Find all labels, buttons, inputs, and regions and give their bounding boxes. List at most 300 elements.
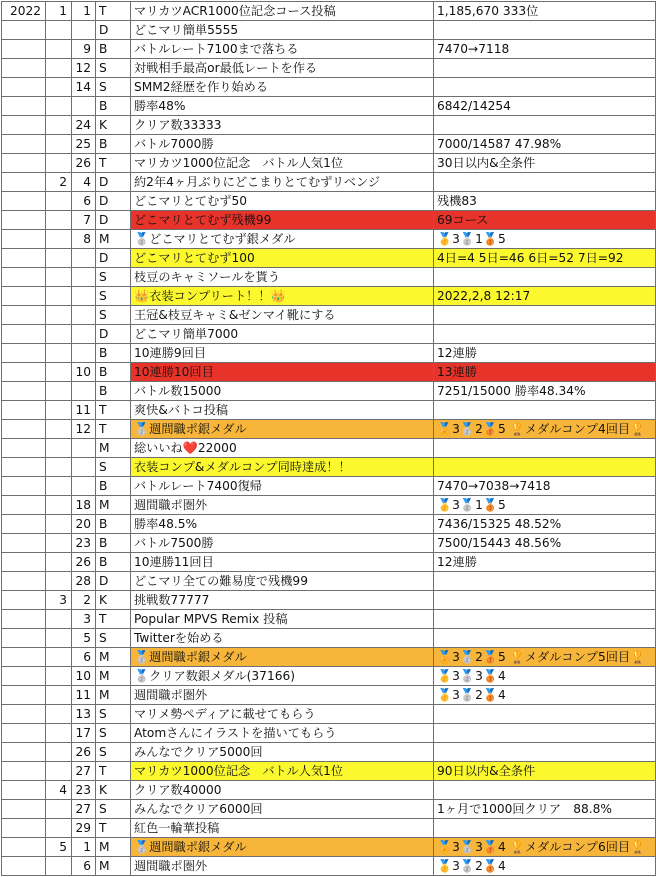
month-cell[interactable]	[46, 629, 72, 648]
type-cell[interactable]: M	[96, 686, 131, 705]
month-cell[interactable]	[46, 553, 72, 572]
month-cell[interactable]	[46, 78, 72, 97]
table-row	[2, 724, 656, 743]
note-cell[interactable]: 69コース	[434, 211, 656, 230]
year-cell[interactable]	[2, 135, 46, 154]
year-cell[interactable]	[2, 648, 46, 667]
day-cell[interactable]: 14	[72, 78, 96, 97]
year-cell[interactable]	[2, 667, 46, 686]
day-cell[interactable]: 23	[72, 781, 96, 800]
year-cell[interactable]	[2, 401, 46, 420]
event-cell[interactable]: クリア数33333	[131, 116, 434, 135]
note-cell[interactable]: 2022,2,8 12:17	[434, 287, 656, 306]
table-row	[2, 686, 656, 705]
event-cell[interactable]: バトル7000勝	[131, 135, 434, 154]
month-cell[interactable]	[46, 97, 72, 116]
year-cell[interactable]	[2, 610, 46, 629]
table-row	[2, 553, 656, 572]
note-cell[interactable]: 🥇3🥈3🥉4	[434, 667, 656, 686]
month-cell[interactable]	[46, 382, 72, 401]
day-cell[interactable]: 13	[72, 705, 96, 724]
day-cell[interactable]: 9	[72, 40, 96, 59]
table-row	[2, 534, 656, 553]
type-cell[interactable]: B	[96, 534, 131, 553]
year-cell[interactable]	[2, 496, 46, 515]
year-cell[interactable]	[2, 553, 46, 572]
day-cell[interactable]	[72, 97, 96, 116]
type-cell[interactable]: S	[96, 78, 131, 97]
year-cell[interactable]	[2, 97, 46, 116]
type-cell[interactable]: T	[96, 401, 131, 420]
type-cell[interactable]: B	[96, 97, 131, 116]
type-cell[interactable]: K	[96, 781, 131, 800]
event-cell[interactable]: 10連勝11回目	[131, 553, 434, 572]
table-row	[2, 154, 656, 173]
table-row	[2, 477, 656, 496]
year-cell[interactable]	[2, 838, 46, 857]
month-cell[interactable]	[46, 458, 72, 477]
day-cell[interactable]: 6	[72, 857, 96, 876]
event-cell[interactable]: 週間職ポ圏外	[131, 857, 434, 876]
type-cell[interactable]: S	[96, 458, 131, 477]
note-cell[interactable]: 6842/14254	[434, 97, 656, 116]
month-cell[interactable]	[46, 800, 72, 819]
note-cell[interactable]	[434, 819, 656, 838]
month-cell[interactable]	[46, 21, 72, 40]
event-cell[interactable]: 挑戦数77777	[131, 591, 434, 610]
month-cell[interactable]	[46, 268, 72, 287]
event-cell[interactable]: バトル数15000	[131, 382, 434, 401]
month-cell[interactable]	[46, 40, 72, 59]
event-cell[interactable]: 王冠&枝豆キャミ&ゼンマイ靴にする	[131, 306, 434, 325]
month-cell[interactable]: 4	[46, 781, 72, 800]
year-cell[interactable]	[2, 59, 46, 78]
note-cell[interactable]: 🥇3🥈1🥉5	[434, 230, 656, 249]
note-cell[interactable]: 13連勝	[434, 363, 656, 382]
month-cell[interactable]: 5	[46, 838, 72, 857]
table-row	[2, 116, 656, 135]
note-cell[interactable]	[434, 306, 656, 325]
note-cell[interactable]: 🏅3🥈2🥉5 🏆メダルコンプ4回目🏆	[434, 420, 656, 439]
day-cell[interactable]: 23	[72, 534, 96, 553]
event-cell[interactable]: Popular MPVS Remix 投稿	[131, 610, 434, 629]
event-cell[interactable]: 約2年4ヶ月ぶりにどこまりとてむずリベンジ	[131, 173, 434, 192]
note-cell[interactable]	[434, 116, 656, 135]
type-cell[interactable]: S	[96, 629, 131, 648]
event-cell[interactable]: どこマリとてむず残機99	[131, 211, 434, 230]
type-cell[interactable]: D	[96, 211, 131, 230]
type-cell[interactable]: T	[96, 2, 131, 21]
type-cell[interactable]: T	[96, 762, 131, 781]
year-cell[interactable]	[2, 781, 46, 800]
note-cell[interactable]: 🥇3🥈2🥉4	[434, 686, 656, 705]
type-cell[interactable]: S	[96, 724, 131, 743]
event-cell[interactable]: どこマリとてむず100	[131, 249, 434, 268]
year-cell[interactable]	[2, 819, 46, 838]
type-cell[interactable]: S	[96, 306, 131, 325]
year-cell[interactable]	[2, 325, 46, 344]
day-cell[interactable]: 26	[72, 553, 96, 572]
day-cell[interactable]: 18	[72, 496, 96, 515]
day-cell[interactable]: 27	[72, 762, 96, 781]
day-cell[interactable]	[72, 382, 96, 401]
event-cell[interactable]: 10連勝9回目	[131, 344, 434, 363]
type-cell[interactable]: D	[96, 173, 131, 192]
day-cell[interactable]: 2	[72, 591, 96, 610]
event-cell[interactable]: 🥈週間職ポ銀メダル	[131, 838, 434, 857]
type-cell[interactable]: T	[96, 420, 131, 439]
year-cell[interactable]	[2, 534, 46, 553]
day-cell[interactable]: 8	[72, 230, 96, 249]
event-cell[interactable]: どこマリとてむず50	[131, 192, 434, 211]
event-cell[interactable]: 週間職ポ圏外	[131, 496, 434, 515]
event-cell[interactable]: みんなでクリア5000回	[131, 743, 434, 762]
event-cell[interactable]: 週間職ポ圏外	[131, 686, 434, 705]
year-cell[interactable]	[2, 458, 46, 477]
month-cell[interactable]	[46, 534, 72, 553]
note-cell[interactable]: 🥇3🥈1🥉5	[434, 496, 656, 515]
note-cell[interactable]: 7436/15325 48.52%	[434, 515, 656, 534]
year-cell[interactable]	[2, 743, 46, 762]
month-cell[interactable]	[46, 192, 72, 211]
month-cell[interactable]	[46, 686, 72, 705]
type-cell[interactable]: B	[96, 515, 131, 534]
day-cell[interactable]: 25	[72, 135, 96, 154]
event-cell[interactable]: 枝豆のキャミソールを貰う	[131, 268, 434, 287]
event-cell[interactable]: バトルレート7100まで落ちる	[131, 40, 434, 59]
year-cell[interactable]	[2, 572, 46, 591]
table-row	[2, 439, 656, 458]
type-cell[interactable]: T	[96, 610, 131, 629]
note-cell[interactable]: 🏅3🥈2🥉5 🏆メダルコンプ5回目🏆	[434, 648, 656, 667]
type-cell[interactable]: M	[96, 230, 131, 249]
type-cell[interactable]: M	[96, 648, 131, 667]
type-cell[interactable]: S	[96, 59, 131, 78]
month-cell[interactable]	[46, 724, 72, 743]
month-cell[interactable]	[46, 648, 72, 667]
note-cell[interactable]	[434, 59, 656, 78]
day-cell[interactable]	[72, 249, 96, 268]
event-cell[interactable]: バトルレート7400復帰	[131, 477, 434, 496]
month-cell[interactable]	[46, 572, 72, 591]
event-cell[interactable]: 総いいね❤️22000	[131, 439, 434, 458]
type-cell[interactable]: T	[96, 819, 131, 838]
event-cell[interactable]: マリメ勢ペディアに載せてもらう	[131, 705, 434, 724]
note-cell[interactable]: 1ヶ月で1000回クリア 88.8%	[434, 800, 656, 819]
note-cell[interactable]	[434, 743, 656, 762]
day-cell[interactable]: 4	[72, 173, 96, 192]
type-cell[interactable]: D	[96, 572, 131, 591]
note-cell[interactable]: 30日以内&全条件	[434, 154, 656, 173]
note-cell[interactable]	[434, 591, 656, 610]
event-cell[interactable]: Atomさんにイラストを描いてもらう	[131, 724, 434, 743]
table-row	[2, 420, 656, 439]
month-cell[interactable]	[46, 705, 72, 724]
note-cell[interactable]	[434, 610, 656, 629]
note-cell[interactable]	[434, 78, 656, 97]
year-cell[interactable]	[2, 857, 46, 876]
day-cell[interactable]: 10	[72, 667, 96, 686]
year-cell[interactable]	[2, 762, 46, 781]
month-cell[interactable]	[46, 287, 72, 306]
year-cell[interactable]	[2, 306, 46, 325]
type-cell[interactable]: D	[96, 249, 131, 268]
event-cell[interactable]: 🥈週間職ポ銀メダル	[131, 648, 434, 667]
event-cell[interactable]: 10連勝10回目	[131, 363, 434, 382]
month-cell[interactable]	[46, 249, 72, 268]
event-cell[interactable]: 🥈どこマリとてむず銀メダル	[131, 230, 434, 249]
note-cell[interactable]	[434, 21, 656, 40]
month-cell[interactable]: 2	[46, 173, 72, 192]
type-cell[interactable]: D	[96, 21, 131, 40]
year-cell[interactable]	[2, 477, 46, 496]
event-cell[interactable]: マリカツ1000位記念 バトル人気1位	[131, 762, 434, 781]
year-cell[interactable]	[2, 40, 46, 59]
year-cell[interactable]	[2, 363, 46, 382]
day-cell[interactable]: 17	[72, 724, 96, 743]
year-cell[interactable]	[2, 724, 46, 743]
month-cell[interactable]	[46, 857, 72, 876]
day-cell[interactable]: 12	[72, 59, 96, 78]
note-cell[interactable]: 7000/14587 47.98%	[434, 135, 656, 154]
day-cell[interactable]: 11	[72, 401, 96, 420]
type-cell[interactable]: T	[96, 154, 131, 173]
year-cell[interactable]	[2, 686, 46, 705]
note-cell[interactable]: 4日=4 5日=46 6日=52 7日=92	[434, 249, 656, 268]
year-cell[interactable]	[2, 268, 46, 287]
day-cell[interactable]	[72, 344, 96, 363]
year-cell[interactable]	[2, 116, 46, 135]
type-cell[interactable]: S	[96, 800, 131, 819]
year-cell[interactable]	[2, 382, 46, 401]
month-cell[interactable]	[46, 477, 72, 496]
table-row	[2, 800, 656, 819]
year-cell[interactable]: 2022	[2, 2, 46, 21]
table-row	[2, 249, 656, 268]
month-cell[interactable]	[46, 610, 72, 629]
event-cell[interactable]: 対戦相手最高or最低レートを作る	[131, 59, 434, 78]
event-cell[interactable]: バトル7500勝	[131, 534, 434, 553]
month-cell[interactable]: 3	[46, 591, 72, 610]
month-cell[interactable]	[46, 116, 72, 135]
note-cell[interactable]: 7251/15000 勝率48.34%	[434, 382, 656, 401]
event-cell[interactable]: どこマリ全ての難易度で残機99	[131, 572, 434, 591]
year-cell[interactable]	[2, 629, 46, 648]
table-row	[2, 325, 656, 344]
day-cell[interactable]	[72, 439, 96, 458]
event-cell[interactable]: 👑衣装コンプリート！！👑	[131, 287, 434, 306]
type-cell[interactable]: D	[96, 325, 131, 344]
month-cell[interactable]	[46, 439, 72, 458]
note-cell[interactable]	[434, 401, 656, 420]
note-cell[interactable]: 90日以内&全条件	[434, 762, 656, 781]
day-cell[interactable]: 1	[72, 2, 96, 21]
event-cell[interactable]: マリカツACR1000位記念コース投稿	[131, 2, 434, 21]
note-cell[interactable]	[434, 439, 656, 458]
year-cell[interactable]	[2, 591, 46, 610]
table-row	[2, 591, 656, 610]
day-cell[interactable]: 26	[72, 154, 96, 173]
day-cell[interactable]: 3	[72, 610, 96, 629]
month-cell[interactable]	[46, 401, 72, 420]
table-row	[2, 857, 656, 876]
type-cell[interactable]: S	[96, 287, 131, 306]
note-cell[interactable]: 残機83	[434, 192, 656, 211]
table-row	[2, 230, 656, 249]
month-cell[interactable]	[46, 154, 72, 173]
type-cell[interactable]: M	[96, 667, 131, 686]
type-cell[interactable]: K	[96, 591, 131, 610]
note-cell[interactable]: 1,185,670 333位	[434, 2, 656, 21]
event-cell[interactable]: 衣装コンプ&メダルコンプ同時達成！！	[131, 458, 434, 477]
note-cell[interactable]: 7470→7038→7418	[434, 477, 656, 496]
month-cell[interactable]	[46, 59, 72, 78]
day-cell[interactable]: 24	[72, 116, 96, 135]
year-cell[interactable]	[2, 230, 46, 249]
month-cell[interactable]	[46, 743, 72, 762]
note-cell[interactable]	[434, 572, 656, 591]
month-cell[interactable]	[46, 420, 72, 439]
type-cell[interactable]: K	[96, 116, 131, 135]
day-cell[interactable]: 26	[72, 743, 96, 762]
day-cell[interactable]	[72, 268, 96, 287]
table-row	[2, 268, 656, 287]
month-cell[interactable]	[46, 515, 72, 534]
note-cell[interactable]: 7500/15443 48.56%	[434, 534, 656, 553]
day-cell[interactable]: 20	[72, 515, 96, 534]
type-cell[interactable]: B	[96, 477, 131, 496]
table-row	[2, 572, 656, 591]
type-cell[interactable]: D	[96, 192, 131, 211]
year-cell[interactable]	[2, 439, 46, 458]
day-cell[interactable]: 10	[72, 363, 96, 382]
table-row	[2, 705, 656, 724]
type-cell[interactable]: S	[96, 705, 131, 724]
day-cell[interactable]	[72, 477, 96, 496]
month-cell[interactable]	[46, 762, 72, 781]
month-cell[interactable]: 1	[46, 2, 72, 21]
year-cell[interactable]	[2, 420, 46, 439]
day-cell[interactable]: 6	[72, 648, 96, 667]
note-cell[interactable]: 7470→7118	[434, 40, 656, 59]
type-cell[interactable]: M	[96, 857, 131, 876]
note-cell[interactable]	[434, 724, 656, 743]
year-cell[interactable]	[2, 211, 46, 230]
type-cell[interactable]: M	[96, 838, 131, 857]
table-row	[2, 59, 656, 78]
day-cell[interactable]: 6	[72, 192, 96, 211]
month-cell[interactable]	[46, 819, 72, 838]
note-cell[interactable]	[434, 325, 656, 344]
table-row	[2, 401, 656, 420]
day-cell[interactable]: 28	[72, 572, 96, 591]
month-cell[interactable]	[46, 135, 72, 154]
note-cell[interactable]	[434, 629, 656, 648]
table-row	[2, 629, 656, 648]
note-cell[interactable]: 🏅3🥈3🥉4 🏆メダルコンプ6回目🏆	[434, 838, 656, 857]
type-cell[interactable]: B	[96, 135, 131, 154]
type-cell[interactable]: B	[96, 363, 131, 382]
year-cell[interactable]	[2, 192, 46, 211]
note-cell[interactable]	[434, 781, 656, 800]
day-cell[interactable]: 7	[72, 211, 96, 230]
event-cell[interactable]: Twitterを始める	[131, 629, 434, 648]
month-cell[interactable]	[46, 667, 72, 686]
note-cell[interactable]	[434, 268, 656, 287]
year-cell[interactable]	[2, 154, 46, 173]
event-cell[interactable]: マリカツ1000位記念 バトル人気1位	[131, 154, 434, 173]
event-cell[interactable]: クリア数40000	[131, 781, 434, 800]
day-cell[interactable]	[72, 306, 96, 325]
type-cell[interactable]: M	[96, 439, 131, 458]
table-row	[2, 21, 656, 40]
event-cell[interactable]: どこマリ簡単7000	[131, 325, 434, 344]
day-cell[interactable]: 12	[72, 420, 96, 439]
event-cell[interactable]: SMM2経歴を作り始める	[131, 78, 434, 97]
event-cell[interactable]: 勝率48%	[131, 97, 434, 116]
event-cell[interactable]: 爽快&バトコ投稿	[131, 401, 434, 420]
type-cell[interactable]: M	[96, 496, 131, 515]
year-cell[interactable]	[2, 249, 46, 268]
event-cell[interactable]: みんなでクリア6000回	[131, 800, 434, 819]
day-cell[interactable]	[72, 458, 96, 477]
type-cell[interactable]: B	[96, 382, 131, 401]
type-cell[interactable]: S	[96, 743, 131, 762]
month-cell[interactable]	[46, 344, 72, 363]
event-cell[interactable]: 🥈週間職ポ銀メダル	[131, 420, 434, 439]
year-cell[interactable]	[2, 515, 46, 534]
year-cell[interactable]	[2, 287, 46, 306]
day-cell[interactable]	[72, 287, 96, 306]
month-cell[interactable]	[46, 363, 72, 382]
day-cell[interactable]: 5	[72, 629, 96, 648]
type-cell[interactable]: B	[96, 553, 131, 572]
year-cell[interactable]	[2, 705, 46, 724]
note-cell[interactable]	[434, 705, 656, 724]
year-cell[interactable]	[2, 21, 46, 40]
event-cell[interactable]: 🥈クリア数銀メダル(37166)	[131, 667, 434, 686]
note-cell[interactable]	[434, 458, 656, 477]
year-cell[interactable]	[2, 344, 46, 363]
type-cell[interactable]: S	[96, 268, 131, 287]
month-cell[interactable]	[46, 325, 72, 344]
month-cell[interactable]	[46, 211, 72, 230]
day-cell[interactable]: 27	[72, 800, 96, 819]
type-cell[interactable]: B	[96, 40, 131, 59]
event-cell[interactable]: 紅色一輪華投稿	[131, 819, 434, 838]
table-row	[2, 762, 656, 781]
year-cell[interactable]	[2, 173, 46, 192]
month-cell[interactable]	[46, 306, 72, 325]
month-cell[interactable]	[46, 230, 72, 249]
day-cell[interactable]: 1	[72, 838, 96, 857]
day-cell[interactable]: 11	[72, 686, 96, 705]
year-cell[interactable]	[2, 78, 46, 97]
event-cell[interactable]: 勝率48.5%	[131, 515, 434, 534]
event-cell[interactable]: どこマリ簡単5555	[131, 21, 434, 40]
note-cell[interactable]: 🥇3🥈2🥉4	[434, 857, 656, 876]
note-cell[interactable]	[434, 173, 656, 192]
year-cell[interactable]	[2, 800, 46, 819]
day-cell[interactable]	[72, 21, 96, 40]
month-cell[interactable]	[46, 496, 72, 515]
day-cell[interactable]	[72, 325, 96, 344]
note-cell[interactable]: 12連勝	[434, 553, 656, 572]
table-row	[2, 306, 656, 325]
type-cell[interactable]: B	[96, 344, 131, 363]
day-cell[interactable]: 29	[72, 819, 96, 838]
note-cell[interactable]: 12連勝	[434, 344, 656, 363]
